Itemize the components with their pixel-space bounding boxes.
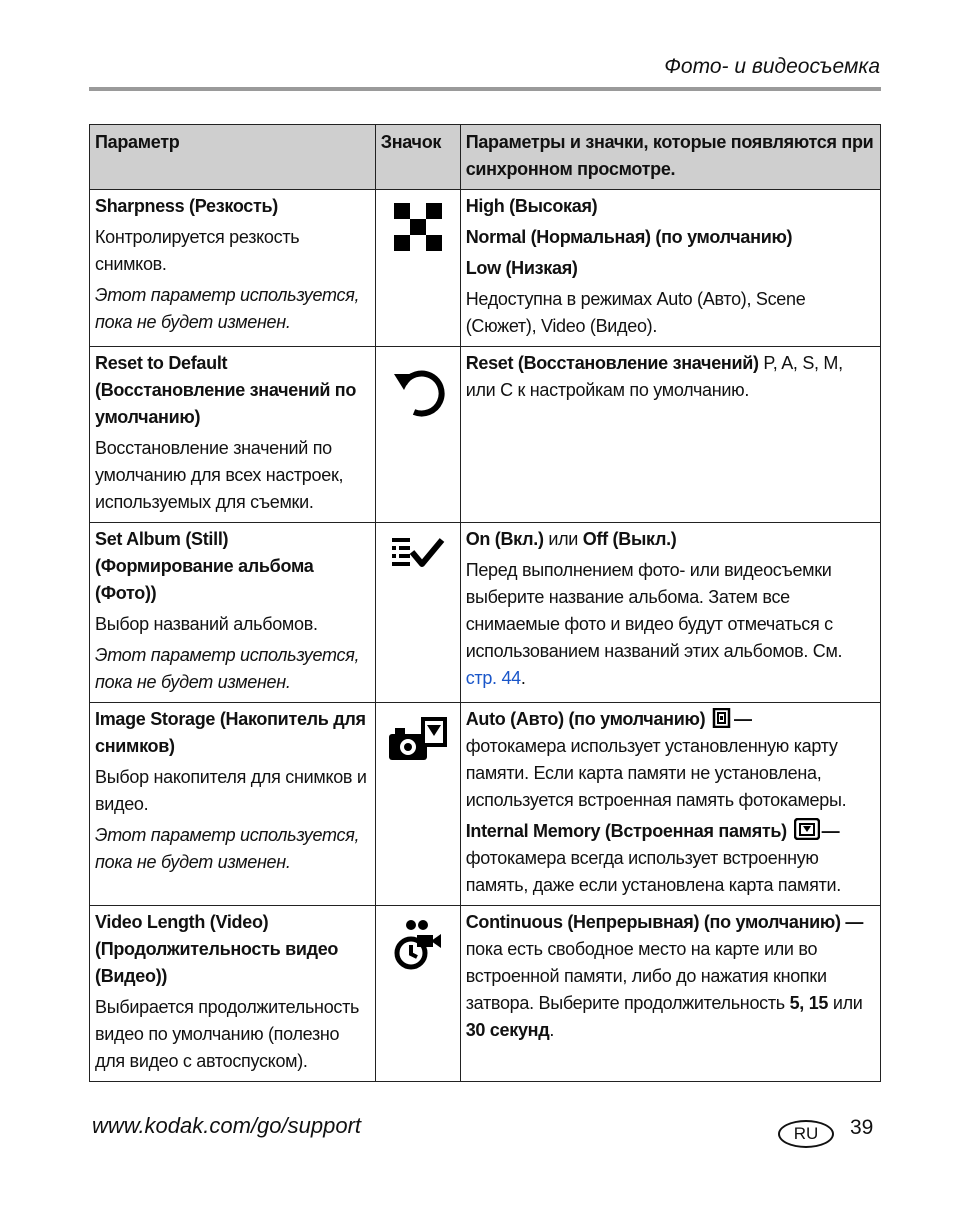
video-length-icon (393, 919, 443, 971)
internal-memory-icon (794, 818, 820, 840)
options-cell (460, 347, 880, 523)
option-auto-text: фотокамера использует установленную карту памяти. Если карта памяти не установлена, используется встроенная память фотокамеры. (465, 736, 847, 810)
reset-option (466, 350, 875, 404)
option-internal (466, 818, 875, 845)
param-description: Восстановление значений по умолчанию для всех настроек, используемых для съемки. (95, 438, 344, 512)
option-high: High (Высокая) (465, 196, 598, 216)
icon-cell (375, 703, 460, 906)
option-off: Off (Выкл.) (582, 529, 677, 549)
option-description (466, 557, 875, 692)
option-30sec: 30 секунд (465, 1020, 550, 1040)
param-cell (90, 523, 376, 703)
param-cell (90, 347, 376, 523)
option-end: . (549, 1020, 555, 1040)
param-cell (90, 906, 376, 1082)
option-auto-label: Auto (Авто) (по умолчанию) (465, 709, 706, 729)
reset-option-label: Reset (Восстановление значений) (465, 353, 759, 373)
album-icon (390, 536, 446, 568)
option-auto-dash: — (733, 709, 752, 729)
column-header-icon: Значок (375, 125, 460, 190)
table-row (90, 703, 881, 906)
options-cell (460, 190, 880, 347)
param-title: Set Album (Still) (Формирование альбома (Фото)) (95, 529, 314, 603)
icon-cell (375, 190, 460, 347)
param-note: Этот параметр используется, пока не будет изменен. (95, 285, 360, 332)
table-row (90, 190, 881, 347)
options-cell (460, 703, 880, 906)
icon-cell (375, 347, 460, 523)
option-note: Недоступна в режимах Auto (Авто), Scene (Сюжет), Video (Видео). (465, 289, 806, 336)
language-badge: RU (778, 1120, 834, 1148)
column-header-parameter: Параметр (90, 125, 376, 190)
table-row (90, 523, 881, 703)
option-or: или (543, 529, 583, 549)
options-cell (460, 523, 880, 703)
page-link[interactable]: стр. 44 (465, 668, 521, 688)
param-title: Image Storage (Накопитель для снимков) (95, 709, 366, 756)
option-internal-dash: — (821, 821, 840, 841)
options-cell (460, 906, 880, 1082)
param-description: Контролируется резкость снимков. (95, 227, 300, 274)
option-internal-label: Internal Memory (Встроенная память) (465, 821, 787, 841)
reset-icon (390, 360, 446, 418)
param-description: Выбирается продолжительность видео по умолчанию (полезно для видео с автоспуском). (95, 997, 360, 1071)
option-or: или (828, 993, 863, 1013)
param-cell (90, 703, 376, 906)
param-description: Выбор накопителя для снимков и видео. (95, 767, 367, 814)
param-title: Reset to Default (Восстановление значений по умолчанию) (95, 353, 357, 427)
param-title: Sharpness (Резкость) (95, 196, 278, 216)
param-title: Video Length (Video) (Продолжительность видео (Видео)) (95, 912, 339, 986)
option-on: On (Вкл.) (465, 529, 544, 549)
param-note: Этот параметр используется, пока не будет изменен. (95, 645, 360, 692)
parameters-table (89, 124, 881, 1082)
image-storage-icon (387, 716, 449, 764)
reset-option-text: P, A, S, M, или C к настройкам по умолчанию. (465, 353, 843, 400)
option-description (466, 936, 875, 1044)
option-text: пока есть свободное место на карте или во встроенной памяти, либо до нажатия кнопки затвора. Выберите продолжительность (465, 939, 827, 1013)
option-durations: 5, 15 (789, 993, 829, 1013)
icon-cell (375, 523, 460, 703)
footer-url[interactable]: www.kodak.com/go/support (92, 1113, 362, 1138)
memory-card-icon (712, 708, 732, 728)
column-header-options: Параметры и значки, которые появляются при синхронном просмотре. (460, 125, 880, 190)
on-off-options (466, 526, 875, 553)
option-normal: Normal (Нормальная) (по умолчанию) (465, 227, 793, 247)
option-auto (466, 706, 875, 733)
table-header-row (90, 125, 881, 190)
param-cell (90, 190, 376, 347)
option-internal-text: фотокамера всегда использует встроенную память, даже если установлена карта памяти. (465, 848, 841, 895)
sharpness-icon (394, 203, 442, 251)
icon-cell (375, 906, 460, 1082)
page-header-title: Фото- и видеосъемка (664, 55, 880, 78)
option-continuous: Continuous (Непрерывная) (по умолчанию) — (465, 912, 864, 932)
table-row (90, 906, 881, 1082)
param-description: Выбор названий альбомов. (95, 614, 318, 634)
header-rule (89, 87, 881, 91)
option-low: Low (Низкая) (465, 258, 578, 278)
option-end: . (520, 668, 526, 688)
param-note: Этот параметр используется, пока не будет изменен. (95, 825, 360, 872)
option-text: Перед выполнением фото- или видеосъемки выберите название альбома. Затем все снимаемые фото и видео будут отмечаться с использованием названий этих альбомов. См. (465, 560, 843, 661)
table-row (90, 347, 881, 523)
page-number: 39 (850, 1116, 874, 1139)
